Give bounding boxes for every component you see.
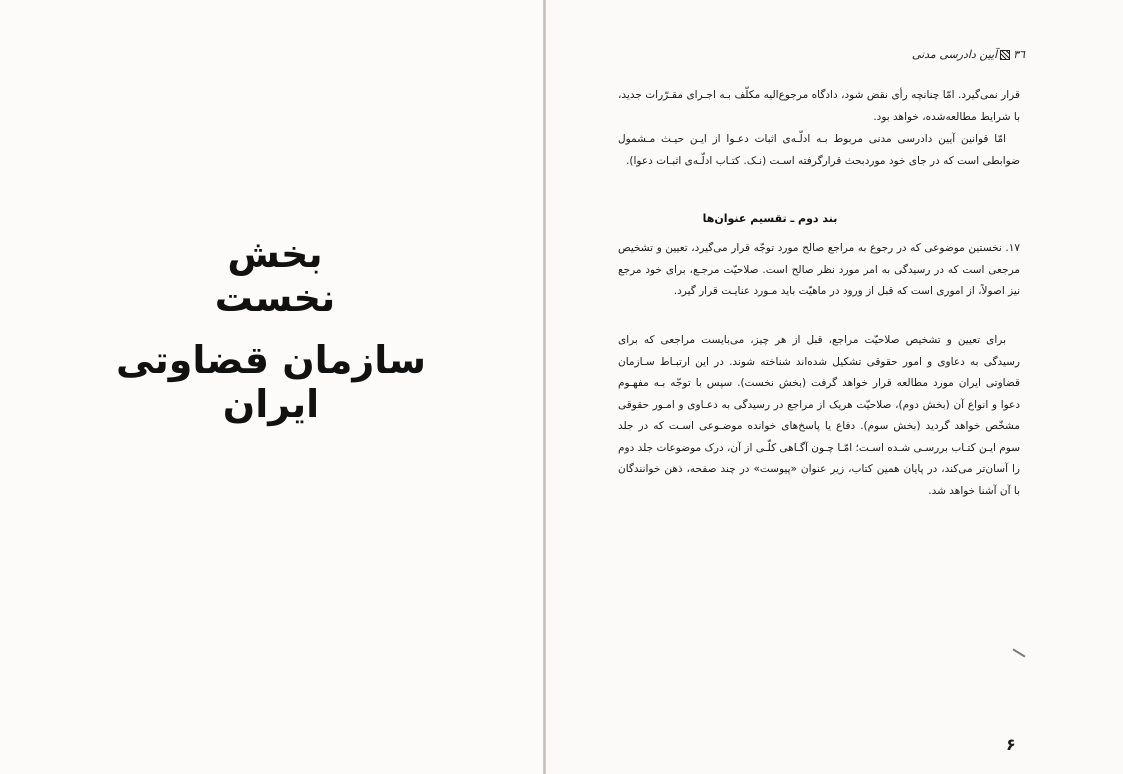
page-gutter: [543, 0, 546, 774]
part-subtitle: سازمان قضاوتی ایران: [116, 338, 426, 426]
paragraph-17: ١٧. نخستین موضوعی که در رجوع به مراجع صالح مورد توجّه قرار می‌گیرد، تعیین و تشخیص مرجعی است که در رسیدگی به امر مورد نظر صالح است. صلاحیّت مرجـع، برای خود مرجع نیز اصولاً، از اموری است که قبل از ورود در ماهیّت باید مـورد عنایـت قرار گیرد.: [618, 242, 1020, 297]
part-title: بخش نخست: [214, 232, 336, 320]
left-page: [0, 0, 548, 774]
paragraph-continuation: قرار نمی‌گیرد. امّا چنانچه رأی نقض شود، دادگاه مرجوع‌الیه مکلّف بـه اجـرای مقـرّرات جدید، با شرایط مطالعه‌شده، خواهد بود.: [618, 89, 1020, 123]
page-number: ٣٦: [1013, 48, 1025, 61]
page-footer-mark: ۶: [1006, 735, 1016, 754]
section-heading: بند دوم ـ تقسیم عنوان‌ها: [702, 212, 838, 225]
paragraph-evidence-laws: امّا قوانین آیین دادرسی مدنی مربوط بـه ادلّـه‌ی اثبات دعـوا از ایـن حیـث مـشمول ضوابطی است که در جای خود موردبحث قرارگرفته اسـت (نـک. کتـاب ادلّـه‌ی اثبـات دعوا).: [618, 133, 1020, 167]
header-square-icon: [1000, 50, 1010, 60]
paragraph-competence: برای تعیین و تشخیص صلاحیّت مراجع، قبل از هر چیز، می‌بایست مراجعی که برای رسیدگی به دعاوی و امور حقوقی تشکیل شده‌اند شناخته شوند. در این ارتبـاط سـازمان قضاوتی ایران مورد مطالعه قرار خواهد گرفت (بخش نخست). سپس با توجّه بـه مفهـوم دعوا و انواع آن (بخش دوم)، صلاحیّت هریک از مراجع در رسیدگی به دعـاوی و امـور حقوقی مشخّص خواهد گردید (بخش سوم). دفاع یا پاسخ‌های خوانده موضـوعی اسـت که در جلد سوم ایـن کتـاب بررسـی شـده اسـت؛ امّـا چـون آگـاهی کلّـی از آن، درک موضوعات جلد دوم را آسان‌تر می‌کند، در پایان همین کتاب، زیر عنوان «پیوست» در چند صفحه، ذهن خوانندگان با آن آشنا خواهد شد.: [618, 334, 1020, 497]
running-header-title: آیین دادرسی مدنی: [911, 48, 998, 61]
running-header: [911, 48, 1025, 61]
